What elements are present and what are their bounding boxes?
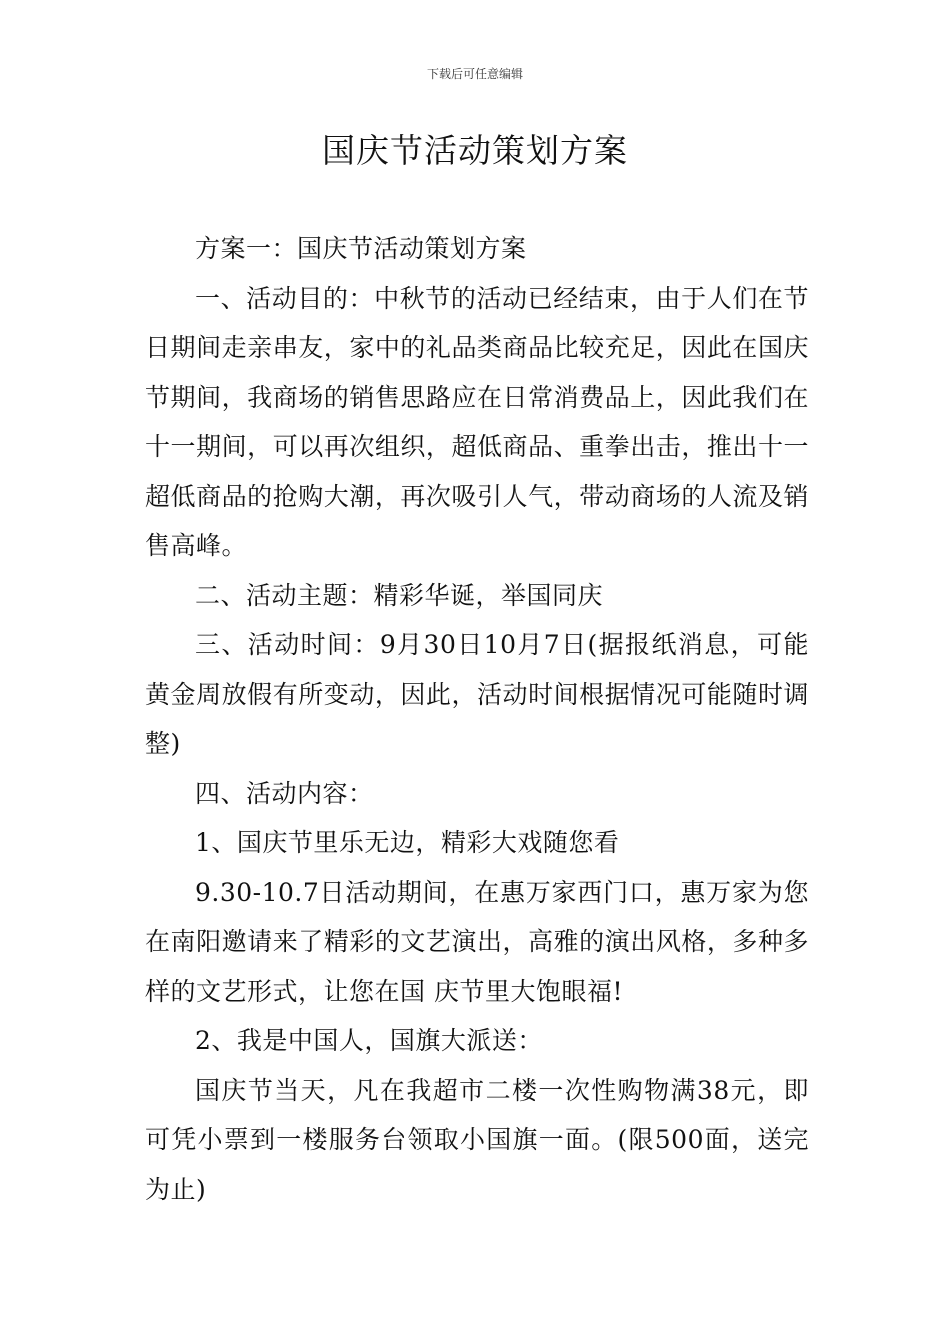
paragraph-activity-time: 三、活动时间：9月30日10月7日(据报纸消息，可能黄金周放假有所变动，因此，活动时间根据情况可能随时调整) <box>145 630 809 758</box>
paragraph-item-2-detail: 国庆节当天，凡在我超市二楼一次性购物满38元，即可凭小票到一楼服务台领取小国旗一面。(限500面，送完为止) <box>145 1075 809 1204</box>
header-note: 下载后可任意编辑 <box>426 67 523 81</box>
document-body <box>145 224 809 1214</box>
paragraph-item-1-detail: 9.30-10.7日活动期间，在惠万家西门口，惠万家为您在南阳邀请来了精彩的文艺演出，高雅的演出风格，多种多样的文艺形式，让您在国 庆节里大饱眼福! <box>145 877 809 1006</box>
document-title: 国庆节活动策划方案 <box>322 131 628 170</box>
paragraph-activity-purpose: 一、活动目的：中秋节的活动已经结束，由于人们在节日期间走亲串友，家中的礼品类商品比较充足，因此在国庆节期间，我商场的销售思路应在日常消费品上，因此我们在十一期间，可以再次组织，超低商品、重拳出击，推出十一超低商品的抢购大潮，再次吸引人气，带动商场的人流及销售高峰。 <box>145 283 809 560</box>
paragraph-activity-content-heading: 四、活动内容： <box>195 778 374 808</box>
paragraph-item-1-heading: 1、国庆节里乐无边，精彩大戏随您看 <box>195 828 620 857</box>
paragraph-activity-theme: 二、活动主题：精彩华诞，举国同庆 <box>195 580 604 610</box>
paragraph-plan-heading: 方案一：国庆节活动策划方案 <box>195 234 527 263</box>
paragraph-item-2-heading: 2、我是中国人，国旗大派送： <box>195 1026 543 1055</box>
